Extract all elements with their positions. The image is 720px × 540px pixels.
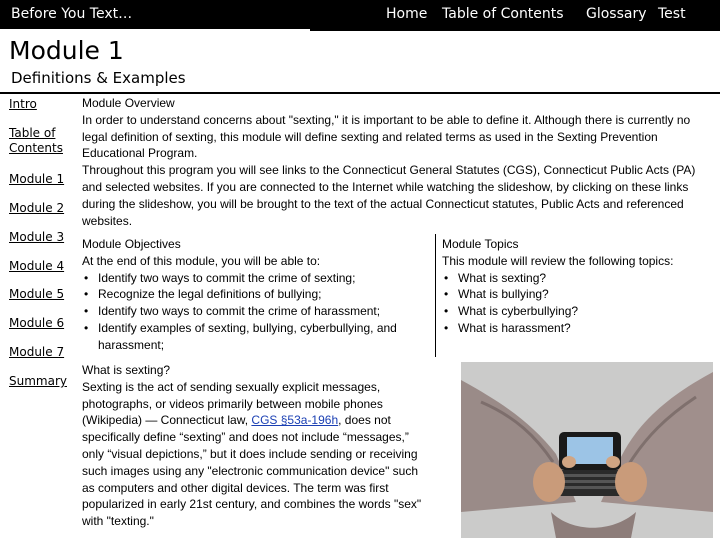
- list-item: • Identify two ways to commit the crime of sexting;: [82, 270, 432, 287]
- sidebar-link-module-2[interactable]: Module 2: [9, 201, 65, 215]
- list-item: • What is bullying?: [442, 286, 712, 303]
- nav-test-link[interactable]: Test: [658, 6, 686, 22]
- what-is-sexting-text-2: , does not specifically define “sexting” and does not include “messages,” only “visual depictions,” but it does include sending or receiving such images using any "electronic communication device" such as computers and other digital devices. The term was first popularized in early 21st century, and combines the words "sex" with "texting.": [82, 413, 422, 529]
- sidebar-link-toc-line2: Contents: [9, 141, 63, 155]
- sidebar-link-intro[interactable]: Intro: [9, 97, 37, 111]
- module-objectives-section: [82, 236, 432, 354]
- overview-paragraph-2: Throughout this program you will see links to the Connecticut General Statutes (CGS), Connecticut Public Acts (PA) and selected websites. If you are connected to the Internet while watching the slideshow, by clicking on these links during the slideshow, you will be brought to the text of the actual Connecticut statutes, Public Acts and referenced websites.: [82, 163, 696, 228]
- texting-photo: [461, 362, 713, 538]
- list-item: • Identify two ways to commit the crime of harassment;: [82, 303, 432, 320]
- topics-heading: Module Topics: [442, 237, 519, 251]
- column-divider: [435, 234, 436, 357]
- list-item: • What is harassment?: [442, 320, 712, 337]
- header-divider: [0, 92, 720, 94]
- module-overview-section: [82, 95, 712, 229]
- list-item: • Recognize the legal definitions of bullying;: [82, 286, 432, 303]
- top-nav-bar: [0, 0, 720, 31]
- overview-heading: Module Overview: [82, 96, 175, 110]
- sidebar-link-toc-line1: Table of: [9, 126, 56, 140]
- overview-paragraph-1: In order to understand concerns about "sexting," it is important to be able to define it. Although there is currently no legal definition of sexting, this module will define sexting and related terms as used in the Sexting Prevention Educational Program.: [82, 112, 691, 161]
- sidebar-link-module-1[interactable]: Module 1: [9, 172, 65, 186]
- module-topics-section: [442, 236, 712, 337]
- sidebar-link-module-5[interactable]: Module 5: [9, 287, 65, 301]
- sidebar-link-summary[interactable]: Summary: [9, 374, 67, 388]
- brand-underline: [0, 29, 310, 31]
- objectives-list: [82, 270, 432, 354]
- brand-title: Before You Text…: [11, 6, 133, 22]
- what-is-sexting-body: [82, 379, 432, 530]
- page-subtitle: Definitions & Examples: [11, 69, 186, 87]
- what-is-sexting-section: [82, 362, 432, 530]
- sidebar-link-module-3[interactable]: Module 3: [9, 230, 65, 244]
- texting-photo-illustration: [461, 362, 713, 538]
- what-is-sexting-text-1: Sexting is the act of sending sexually explicit messages, photographs, or videos primarily between mobile phones (Wikipedia) — Connecticut law,: [82, 379, 383, 428]
- list-item: • What is sexting?: [442, 270, 712, 287]
- sidebar-link-toc[interactable]: [9, 126, 63, 156]
- list-item: • What is cyberbullying?: [442, 303, 712, 320]
- objectives-heading: Module Objectives: [82, 237, 181, 251]
- topics-list: [442, 270, 712, 337]
- nav-toc-link[interactable]: Table of Contents: [442, 6, 564, 22]
- topics-intro: This module will review the following topics:: [442, 253, 674, 268]
- sidebar-link-module-6[interactable]: Module 6: [9, 316, 65, 330]
- cgs-statute-link[interactable]: CGS §53a-196h: [251, 413, 339, 428]
- sidebar-link-module-7[interactable]: Module 7: [9, 345, 65, 359]
- list-item: • Identify examples of sexting, bullying, cyberbullying, and harassment;: [82, 320, 432, 354]
- what-is-sexting-heading: What is sexting?: [82, 363, 171, 377]
- sidebar-link-module-4[interactable]: Module 4: [9, 259, 65, 273]
- nav-home-link[interactable]: Home: [386, 6, 428, 22]
- objectives-intro: At the end of this module, you will be able to:: [82, 253, 321, 268]
- page-title: Module 1: [9, 36, 124, 65]
- nav-glossary-link[interactable]: Glossary: [586, 6, 647, 22]
